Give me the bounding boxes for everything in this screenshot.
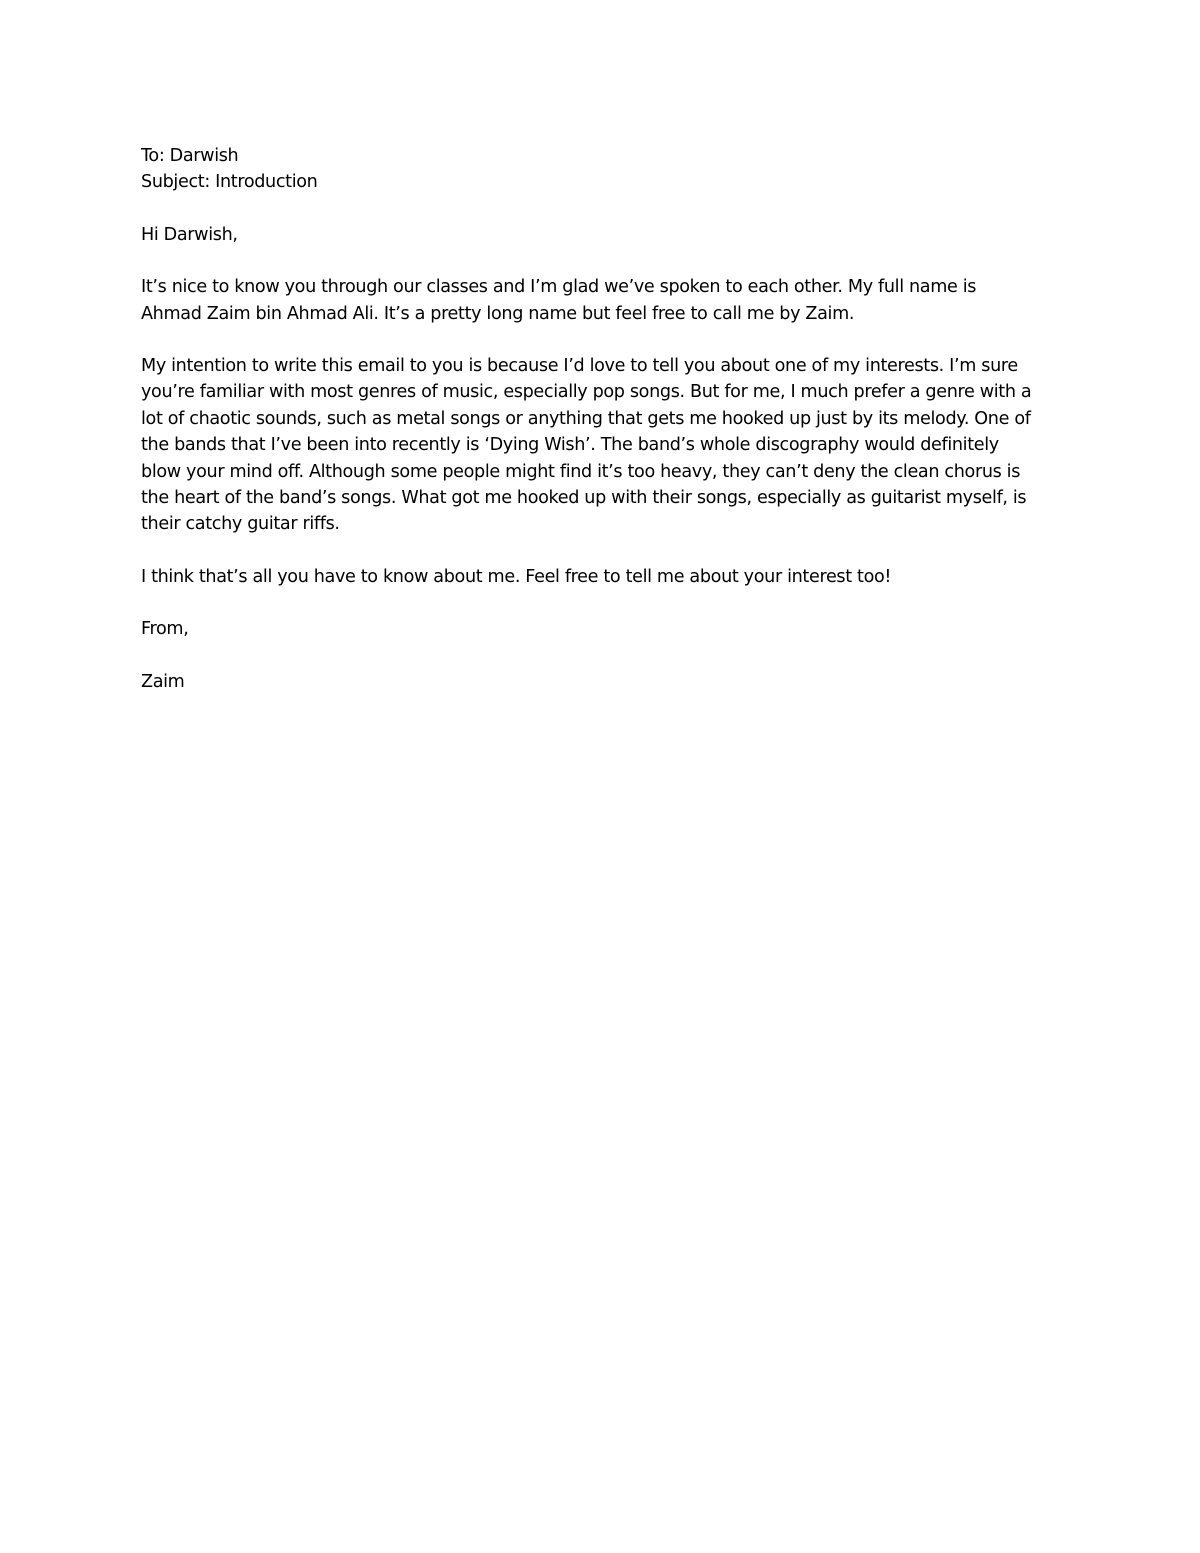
paragraph-line: the bands that I’ve been into recently is ‘Dying Wish’. The band’s whole discography would definitely	[141, 435, 999, 456]
paragraph-line: you’re familiar with most genres of music, especially pop songs. But for me, I much prefer a genre with a	[141, 382, 1032, 403]
paragraph-line: their catchy guitar riffs.	[141, 514, 340, 535]
paragraph-line: It’s nice to know you through our classes and I’m glad we’ve spoken to each other. My full name is	[141, 277, 977, 298]
paragraph-line: My intention to write this email to you is because I’d love to tell you about one of my interests. I’m sure	[141, 356, 1018, 377]
paragraph-line: the heart of the band’s songs. What got me hooked up with their songs, especially as guitarist myself, is	[141, 488, 1027, 509]
paragraph-introduction	[141, 274, 1061, 327]
closing: From,	[141, 619, 189, 640]
paragraph-interests	[141, 353, 1061, 538]
paragraph-line: blow your mind off. Although some people might find it’s too heavy, they can’t deny the clean chorus is	[141, 461, 1021, 482]
paragraph-line: Ahmad Zaim bin Ahmad Ali. It’s a pretty long name but feel free to call me by Zaim.	[141, 303, 855, 324]
email-header	[141, 143, 1061, 196]
to-line: To: Darwish	[141, 146, 239, 166]
subject-line: Subject: Introduction	[141, 172, 318, 193]
greeting: Hi Darwish,	[141, 224, 238, 245]
email-body	[141, 143, 1061, 695]
signature: Zaim	[141, 671, 185, 692]
paragraph-conclusion	[141, 564, 1061, 590]
paragraph-line: lot of chaotic sounds, such as metal songs or anything that gets me hooked up just by its melody. One of	[141, 408, 1031, 429]
paragraph-line: I think that’s all you have to know about me. Feel free to tell me about your interest too!	[141, 566, 892, 587]
